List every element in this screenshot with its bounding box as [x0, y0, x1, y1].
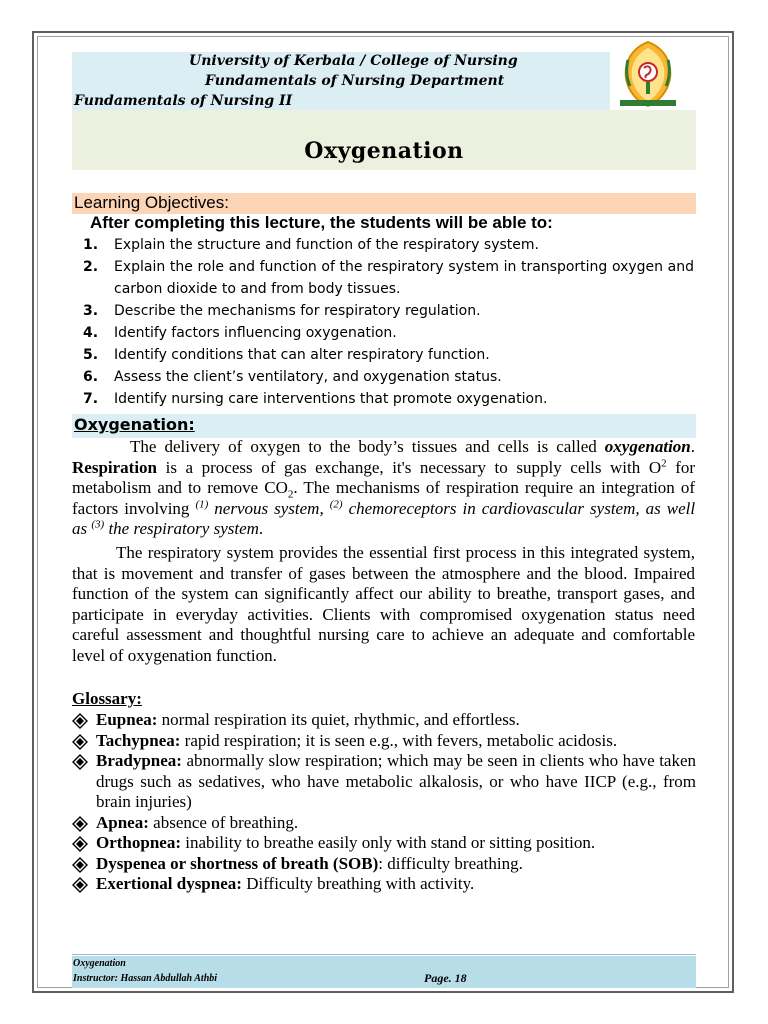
glossary-term: Dyspenea or shortness of breath (SOB)	[96, 853, 379, 873]
list-item	[72, 833, 696, 854]
list-item	[72, 322, 694, 344]
diamond-bullet-icon	[72, 877, 88, 893]
item-text: Identify conditions that can alter respiratory function.	[114, 347, 490, 363]
text-run: . The mechanisms of respiration require an integration of factors involving	[72, 478, 695, 518]
glossary-definition: normal respiration its quiet, rhythmic, and effortless.	[161, 710, 520, 729]
page-title: Oxygenation	[304, 138, 464, 164]
title-band	[72, 110, 696, 170]
list-item	[72, 256, 694, 300]
text-run: The delivery of oxygen to the body’s tissues and cells is called	[130, 437, 597, 456]
diamond-bullet-icon	[72, 816, 88, 832]
text-run: .	[690, 437, 695, 456]
item-text: Describe the mechanisms for respiratory regulation.	[114, 303, 481, 319]
list-item	[72, 344, 694, 366]
glossary-term: Bradypnea:	[96, 751, 182, 770]
item-text: Identify nursing care interventions that promote oxygenation.	[114, 391, 548, 407]
glossary-term: Tachypnea:	[96, 730, 181, 750]
item-text: Explain the role and function of the respiratory system in transporting oxygen and carbon dioxide to and from body tissues.	[114, 259, 694, 297]
oxygenation-paragraph-1	[72, 437, 695, 540]
diamond-bullet-icon	[72, 713, 88, 729]
header-course: Fundamentals of Nursing II	[74, 93, 293, 109]
text-run: is a process of gas exchange, it's necessary to supply cells with O	[165, 457, 662, 477]
diamond-bullet-icon	[72, 836, 88, 852]
glossary-term: Eupnea:	[96, 710, 158, 729]
term-respiration: Respiration	[72, 457, 157, 477]
header-department: Fundamentals of Nursing Department	[205, 73, 505, 89]
list-item	[72, 874, 696, 895]
footer-topic: Oxygenation	[73, 958, 126, 969]
glossary-definition: abnormally slow respiration; which may be seen in clients who have taken drugs such as sedatives, who have metabolic alkalosis, or who have IICP (e.g., from brain injuries)	[96, 751, 697, 811]
objectives-heading: Learning Objectives:	[74, 193, 229, 212]
list-item	[72, 813, 696, 834]
glossary-definition: Difficulty breathing with activity.	[246, 874, 475, 893]
item-number: 4.	[83, 325, 99, 341]
glossary-definition: inability to breathe easily only with stand or sitting position.	[185, 833, 596, 852]
item-text: Explain the structure and function of the respiratory system.	[114, 237, 539, 253]
list-item	[72, 300, 694, 322]
objectives-intro: After completing this lecture, the students will be able to:	[90, 213, 553, 232]
list-item	[72, 731, 696, 752]
glossary-term: Apnea:	[96, 812, 149, 832]
item-number: 1.	[83, 237, 99, 253]
header-university: University of Kerbala / College of Nursing	[189, 53, 518, 69]
diamond-bullet-icon	[72, 857, 88, 873]
document-header	[72, 52, 610, 110]
text-run: The respiratory system provides the essential first process in this integrated system, that is movement and transfer of gases between the atmosphere and the blood. Impaired function of the system can significantly affect our ability to breathe, transport gases, and participate in everyday activities. Clients with compromised oxygenation status need careful assessment and thoughtful nursing care to achieve an adequate and comfortable level of oxygenation function.	[72, 543, 695, 665]
glossary-term: Orthopnea:	[96, 833, 181, 852]
glossary-definition: : difficulty breathing.	[378, 853, 523, 873]
item-number: 2.	[83, 259, 99, 275]
superscript: (1)	[195, 497, 209, 510]
glossary-heading: Glossary:	[72, 689, 142, 708]
list-item	[72, 751, 696, 813]
footer-instructor: Instructor: Hassan Abdullah Athbi	[73, 973, 218, 984]
superscript: (2)	[329, 497, 343, 510]
term-oxygenation: oxygenation	[604, 437, 691, 456]
page-footer	[72, 956, 696, 988]
objectives-heading-band	[72, 193, 696, 214]
page-number: Page. 18	[424, 971, 467, 985]
text-run: for metabolism and to remove CO	[72, 457, 696, 497]
list-item	[72, 388, 694, 410]
footer-divider	[72, 954, 696, 955]
item-number: 6.	[83, 369, 99, 385]
glossary-list	[72, 710, 696, 895]
list-item	[72, 854, 696, 875]
glossary-definition: rapid respiration; it is seen e.g., with fevers, metabolic acidosis.	[184, 730, 618, 750]
subscript: 2	[287, 488, 294, 501]
oxygenation-paragraph-2	[72, 543, 695, 666]
item-number: 7.	[83, 391, 99, 407]
glossary-term: Exertional dyspnea:	[96, 874, 242, 893]
diamond-bullet-icon	[72, 734, 88, 750]
text-run: chemoreceptors in cardiovascular system, as well as	[72, 498, 696, 538]
superscript: 2	[661, 456, 667, 469]
superscript: (3)	[91, 518, 105, 531]
list-item	[72, 366, 694, 388]
list-item	[72, 234, 694, 256]
item-number: 3.	[83, 303, 99, 319]
text-run: .	[258, 519, 264, 538]
item-text: Identify factors influencing oxygenation.	[114, 325, 397, 341]
glossary-definition: absence of breathing.	[153, 812, 299, 832]
university-logo	[612, 38, 684, 112]
text-run: nervous system,	[214, 498, 324, 518]
diamond-bullet-icon	[72, 754, 88, 770]
item-number: 5.	[83, 347, 99, 363]
item-text: Assess the client’s ventilatory, and oxygenation status.	[114, 369, 502, 385]
oxygenation-heading: Oxygenation:	[74, 415, 195, 434]
text-run: the respiratory system	[108, 519, 259, 538]
objectives-list	[72, 234, 694, 410]
oxygenation-heading-band	[72, 414, 696, 438]
list-item	[72, 710, 696, 731]
